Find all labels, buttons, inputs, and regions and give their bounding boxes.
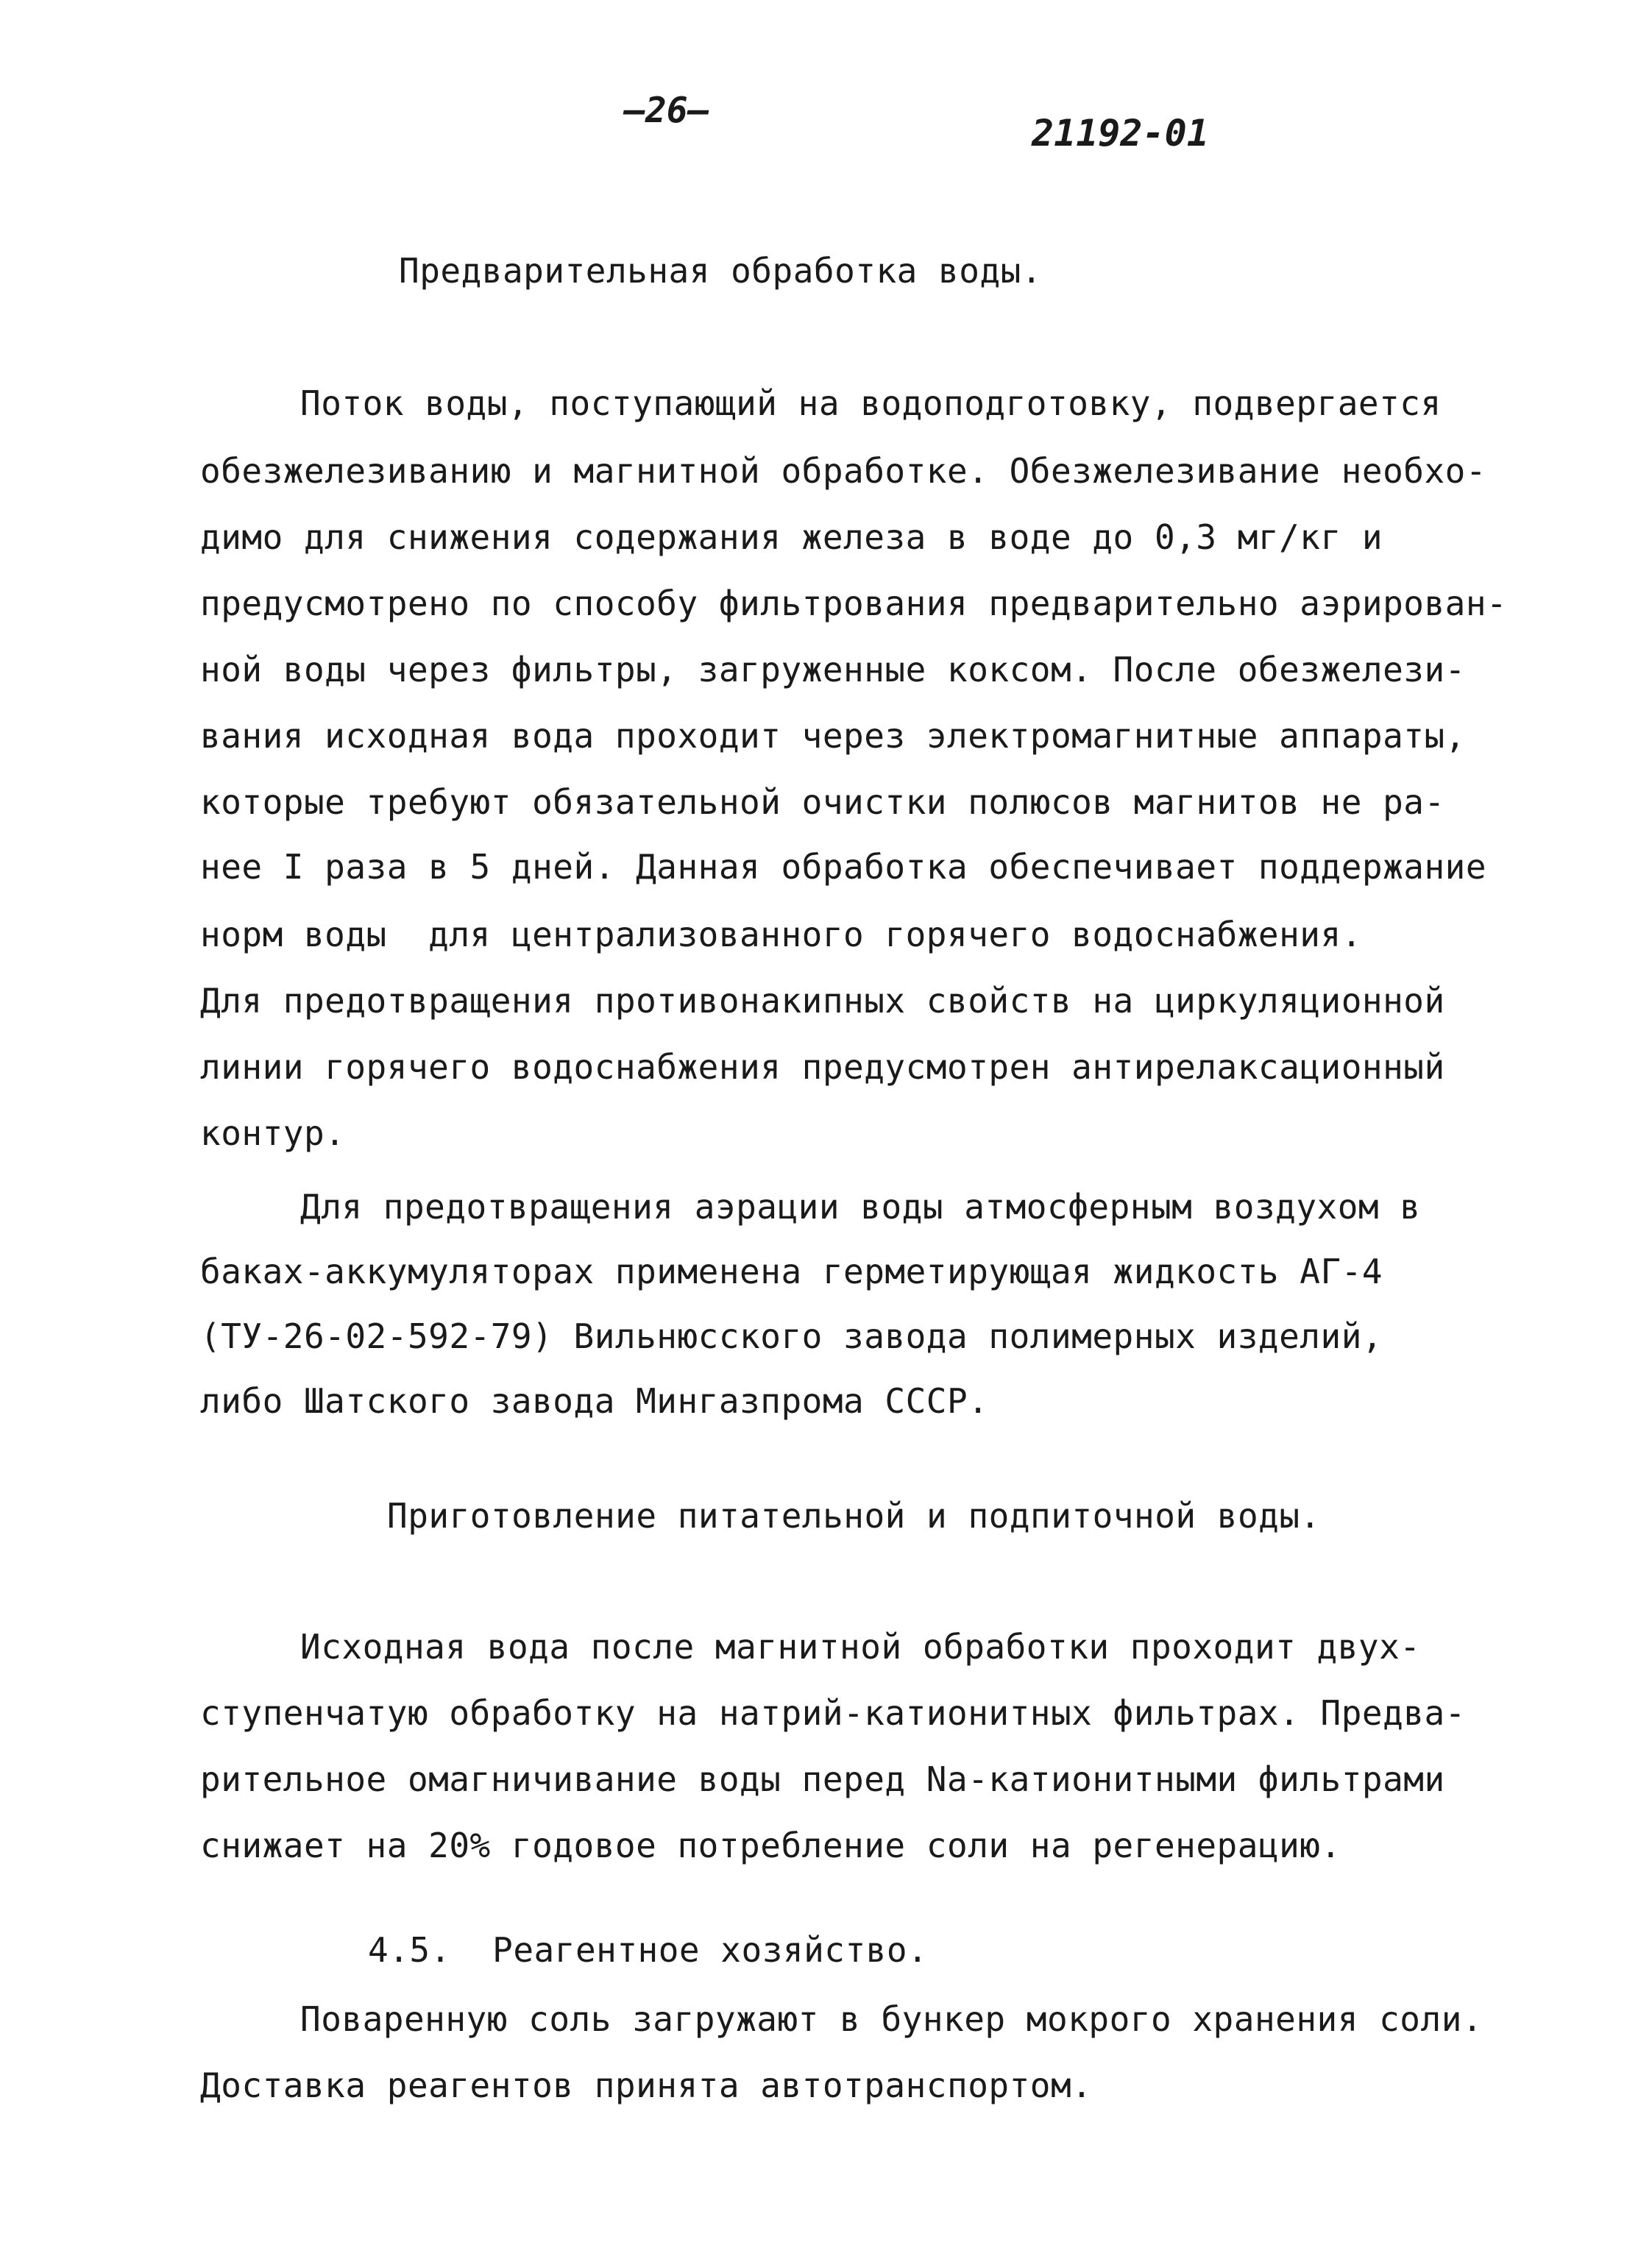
text-line: Для предотвращения аэрации воды атмосферным воздухом в bbox=[300, 1187, 1421, 1227]
section-title: 4.5. Реагентное хозяйство. bbox=[368, 1930, 929, 1970]
text-line: Поваренную соль загружают в бункер мокрого хранения соли. bbox=[300, 1999, 1483, 2039]
text-line: ной воды через фильтры, загруженные коксом. После обезжелези- bbox=[200, 650, 1466, 689]
text-line: норм воды для централизованного горячего водоснабжения. bbox=[200, 915, 1362, 954]
text-line: (ТУ-26-02-592-79) Вильнюсского завода полимерных изделий, bbox=[200, 1316, 1383, 1356]
text-line: снижает на 20% годовое потребление соли на регенерацию. bbox=[200, 1826, 1341, 1865]
document-code: 21192-01 bbox=[1032, 112, 1209, 155]
text-line: которые требуют обязательной очистки полюсов магнитов не ра- bbox=[200, 782, 1445, 822]
text-line: баках-аккумуляторах применена герметирующая жидкость АГ-4 bbox=[200, 1252, 1383, 1291]
section-title: Предварительная обработка воды. bbox=[399, 251, 1043, 291]
text-line: предусмотрено по способу фильтрования предварительно аэрирован- bbox=[200, 584, 1508, 623]
section-title: Приготовление питательной и подпиточной воды. bbox=[387, 1496, 1321, 1536]
page-number: —26— bbox=[624, 90, 709, 131]
text-line: димо для снижения содержания железа в воде до 0,3 мг/кг и bbox=[200, 517, 1383, 557]
text-line: вания исходная вода проходит через электромагнитные аппараты, bbox=[200, 716, 1466, 756]
text-line: Поток воды, поступающий на водоподготовку, подвергается bbox=[300, 383, 1442, 423]
text-line: нее I раза в 5 дней. Данная обработка обеспечивает поддержание bbox=[200, 847, 1487, 887]
text-line: рительное омагничивание воды перед Na-катионитными фильтрами bbox=[200, 1759, 1445, 1799]
text-line: Для предотвращения противонакипных свойств на циркуляционной bbox=[200, 981, 1445, 1021]
text-line: Исходная вода после магнитной обработки проходит двух- bbox=[300, 1627, 1421, 1667]
text-line: линии горячего водоснабжения предусмотрен антирелаксационный bbox=[200, 1047, 1445, 1087]
text-line: Доставка реагентов принята автотранспортом. bbox=[200, 2065, 1093, 2105]
text-line: контур. bbox=[200, 1113, 346, 1153]
text-line: ступенчатую обработку на натрий-катионитных фильтрах. Предва- bbox=[200, 1693, 1466, 1733]
text-line: либо Шатского завода Мингазпрома СССР. bbox=[200, 1381, 989, 1421]
text-line: обезжелезиванию и магнитной обработке. Обезжелезивание необхо- bbox=[200, 451, 1487, 491]
